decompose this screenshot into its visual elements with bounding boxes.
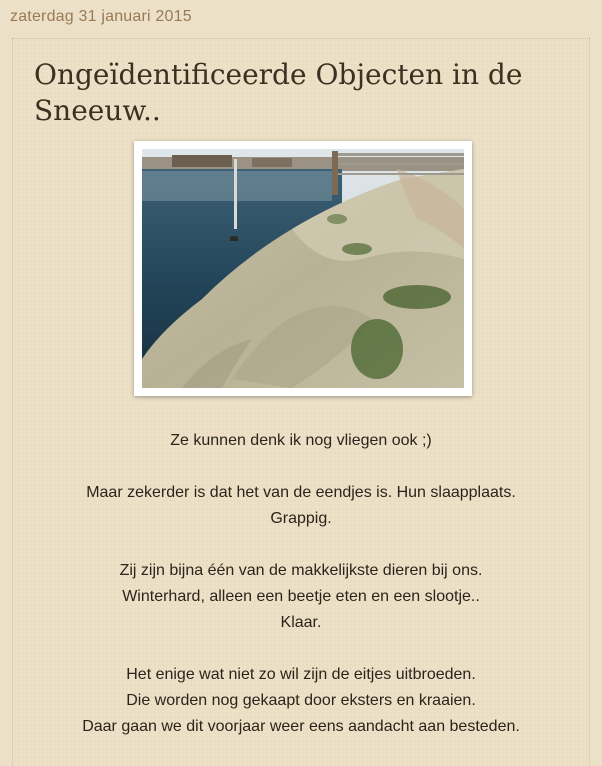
text-line: Ze kunnen denk ik nog vliegen ook ;) <box>170 432 432 449</box>
text-line: Zij zijn bijna één van de makkelijkste dieren bij ons. <box>119 562 483 579</box>
blog-post <box>12 38 590 766</box>
post-photo[interactable] <box>142 149 464 388</box>
post-photo-frame[interactable] <box>134 141 472 396</box>
paragraph-4 <box>13 662 589 740</box>
text-line: Maar zekerder is dat het van de eendjes is. Hun slaapplaats. <box>86 484 516 501</box>
text-line: Het enige wat niet zo wil zijn de eitjes uitbroeden. <box>126 666 476 683</box>
date-header: zaterdag 31 januari 2015 <box>10 8 192 25</box>
text-line: Klaar. <box>280 614 322 631</box>
text-line: Die worden nog gekaapt door eksters en kraaien. <box>126 692 476 709</box>
paragraph-1 <box>13 428 589 454</box>
paragraph-3 <box>13 558 589 636</box>
text-line: Daar gaan we dit voorjaar weer eens aandacht aan besteden. <box>82 718 520 735</box>
post-title[interactable]: Ongeïdentificeerde Objecten in de Sneeuw.. <box>34 58 523 127</box>
text-line: Grappig. <box>270 510 332 527</box>
post-body <box>13 428 589 766</box>
text-line: Winterhard, alleen een beetje eten en een slootje.. <box>122 588 480 605</box>
paragraph-2 <box>13 480 589 532</box>
